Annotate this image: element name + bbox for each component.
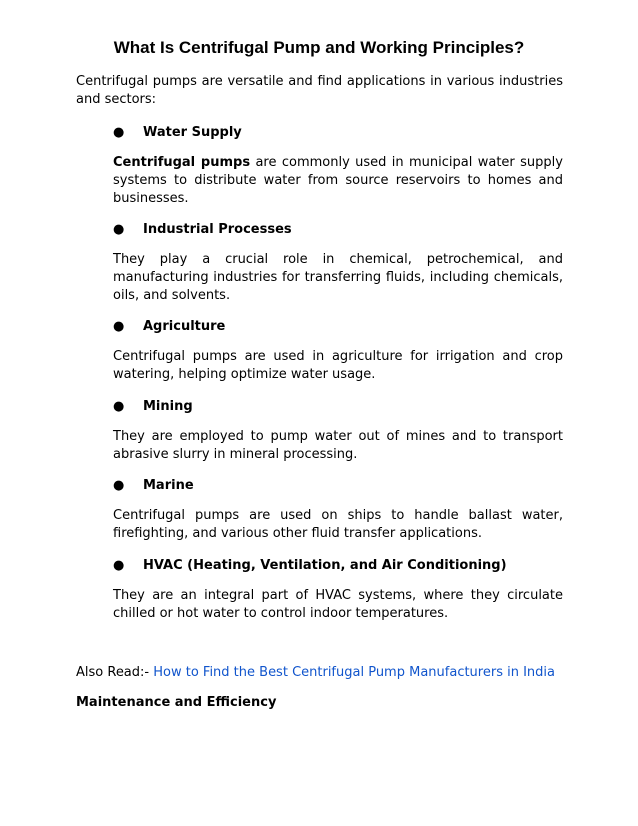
intro-paragraph: Centrifugal pumps are versatile and find applications in various industries and sectors: [76,74,563,107]
application-heading-label: Industrial Processes [143,222,292,237]
application-description: They play a crucial role in chemical, petrochemical, and manufacturing industries for transferring fluids, including chemicals, oils, and solvents. [113,252,563,303]
application-description: They are an integral part of HVAC systems, where they circulate chilled or hot water to control indoor temperatures. [113,588,563,621]
also-read-label: Also Read:- [76,665,154,680]
application-heading-label: HVAC (Heating, Ventilation, and Air Conditioning) [143,558,507,573]
application-heading [113,221,563,239]
application-heading-label: Marine [143,478,194,493]
application-heading [113,318,563,336]
also-read-link[interactable]: How to Find the Best Centrifugal Pump Manufacturers in India [153,665,555,680]
application-description [113,154,563,208]
application-heading [113,557,563,575]
bullet-icon: ● [113,319,125,334]
bullet-icon: ● [113,222,125,237]
application-description: Centrifugal pumps are used in agriculture for irrigation and crop watering, helping optimize water usage. [113,349,563,382]
application-heading [113,124,563,142]
application-description-text: are commonly used in municipal water supply systems to distribute water from source reservoirs to homes and businesses. [113,155,563,206]
bullet-icon: ● [113,125,125,140]
section-heading: Maintenance and Efficiency [76,695,277,710]
page-title: What Is Centrifugal Pump and Working Principles? [113,38,525,57]
bullet-icon: ● [113,399,125,414]
bullet-icon: ● [113,558,125,573]
application-heading [113,477,563,495]
application-heading-label: Mining [143,399,193,414]
also-read-line [76,664,563,682]
application-description: Centrifugal pumps are used on ships to handle ballast water, firefighting, and various other fluid transfer applications. [113,508,563,541]
bold-lead: Centrifugal pumps [113,155,251,170]
application-heading-label: Water Supply [143,125,242,140]
application-description: They are employed to pump water out of mines and to transport abrasive slurry in mineral processing. [113,429,563,462]
application-heading-label: Agriculture [143,319,226,334]
application-heading [113,398,563,416]
bullet-icon: ● [113,478,125,493]
